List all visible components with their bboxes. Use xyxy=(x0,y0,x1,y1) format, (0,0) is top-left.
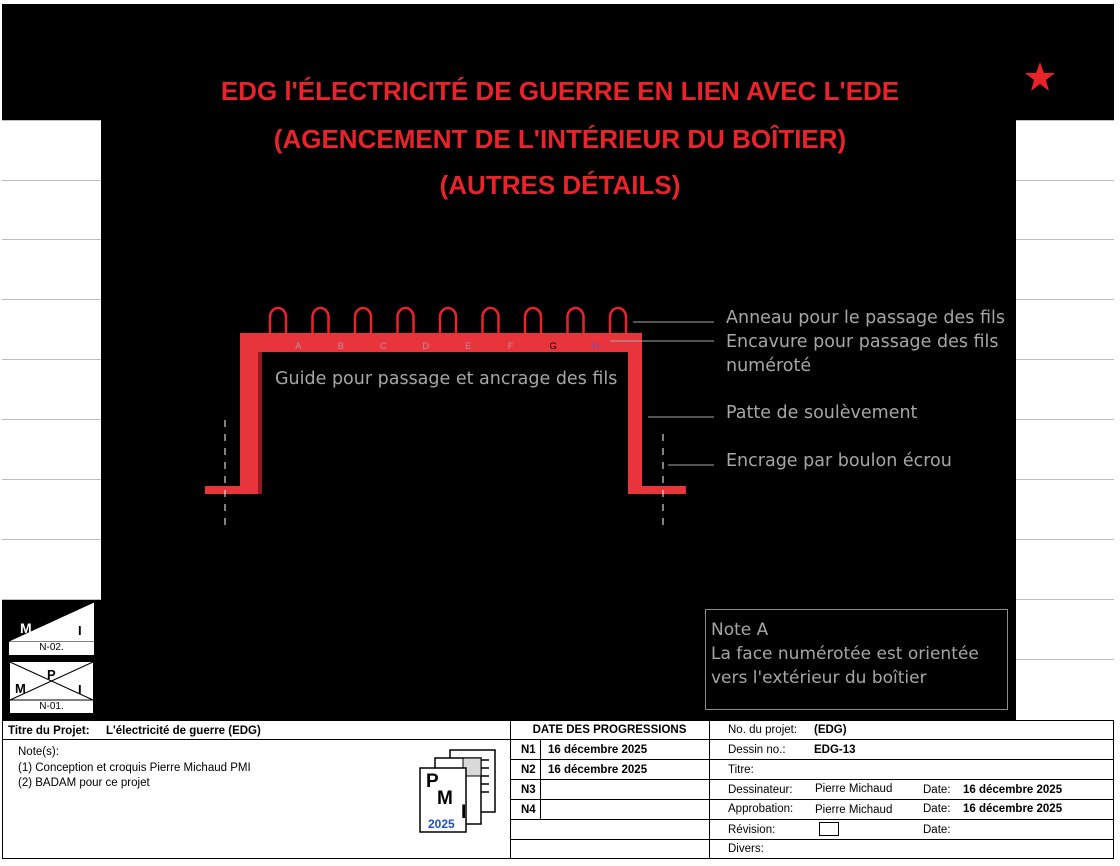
ring-letter-c: C xyxy=(379,341,387,352)
wire-ring xyxy=(610,308,626,333)
drafter-value: Pierre Michaud xyxy=(815,783,893,795)
callout-ring: Anneau pour le passage des fils xyxy=(726,308,1005,328)
wire-ring xyxy=(483,308,499,333)
title-line-3: (AUTRES DÉTAILS) xyxy=(439,170,681,200)
project-no-label: No. du projet: xyxy=(728,724,798,736)
note-2: (2) BADAM pour ce projet xyxy=(18,777,150,789)
note-a-title: Note A xyxy=(711,620,769,640)
pmi-logo-p: P xyxy=(426,771,439,792)
notes-label: Note(s): xyxy=(18,746,59,758)
note-1: (1) Conception et croquis Pierre Michaud PMI xyxy=(18,762,251,774)
ring-letter-e: E xyxy=(465,341,472,352)
approval-date-label: Date: xyxy=(923,803,951,815)
project-title-label: Titre du Projet: xyxy=(8,725,90,737)
ring-letter-f: F xyxy=(507,341,514,352)
titre-label: Titre: xyxy=(728,764,754,776)
badge-n02 xyxy=(8,601,95,656)
ring-letter-d: D xyxy=(422,341,430,352)
wire-ring xyxy=(440,308,456,333)
guide-label: Guide pour passage et ancrage des fils xyxy=(275,369,618,389)
progress-n2-date: 16 décembre 2025 xyxy=(548,764,648,776)
progress-n1-code: N1 xyxy=(521,744,536,756)
callout-anchor: Encrage par boulon écrou xyxy=(726,451,952,471)
progress-header: DATE DES PROGRESSIONS xyxy=(532,724,687,736)
ring-letter-a: A xyxy=(295,341,302,352)
badge-n01-code: N-01. xyxy=(39,701,64,712)
drawing-no-value: EDG-13 xyxy=(814,744,856,756)
pmi-logo-year: 2025 xyxy=(428,817,455,831)
wire-ring xyxy=(270,308,286,333)
wire-ring xyxy=(398,308,414,333)
ring-letter-b: B xyxy=(337,341,344,352)
note-a-line2: vers l'extérieur du boîtier xyxy=(711,668,927,688)
approval-date-value: 16 décembre 2025 xyxy=(963,803,1063,815)
wire-ring xyxy=(313,308,329,333)
progress-n1-date: 16 décembre 2025 xyxy=(548,744,648,756)
project-title-value: L'électricité de guerre (EDG) xyxy=(106,725,261,737)
drawing-no-label: Dessin no.: xyxy=(728,744,786,756)
title-line-1: EDG l'ÉLECTRICITÉ DE GUERRE EN LIEN AVEC L'EDE xyxy=(220,76,900,106)
badge-n01-i: I xyxy=(78,682,82,697)
callout-tab: Patte de soulèvement xyxy=(726,403,918,423)
badge-n02-p: P xyxy=(47,608,56,623)
drafter-label: Dessinateur: xyxy=(728,784,793,796)
bracket-body xyxy=(205,333,686,494)
badge-n02-code: N-02. xyxy=(39,642,64,653)
bracket-shadow xyxy=(205,333,686,494)
divers-label: Divers: xyxy=(728,843,764,855)
approval-value: Pierre Michaud xyxy=(815,804,893,816)
note-a-line1: La face numérotée est orientée xyxy=(711,644,979,664)
project-no-value: (EDG) xyxy=(814,724,847,736)
callout-notch-line2: numéroté xyxy=(726,356,812,376)
drafter-date-value: 16 décembre 2025 xyxy=(963,784,1063,796)
note-a-box xyxy=(705,609,1008,710)
progress-n2-code: N2 xyxy=(521,764,536,776)
ring-letter-h: H xyxy=(592,341,600,352)
callout-notch-line1: Encavure pour passage des fils xyxy=(726,332,999,352)
revision-date-label: Date: xyxy=(923,824,951,836)
pmi-logo-m: M xyxy=(437,788,453,809)
revision-label: Révision: xyxy=(728,824,776,836)
wire-ring xyxy=(525,308,541,333)
wire-ring xyxy=(355,308,371,333)
revision-checkbox[interactable] xyxy=(819,822,839,836)
badge-n01 xyxy=(8,660,95,715)
badge-n02-i: I xyxy=(78,623,82,638)
progress-n4-code: N4 xyxy=(521,804,536,816)
pmi-logo xyxy=(419,748,499,834)
progress-n3-code: N3 xyxy=(521,784,536,796)
wire-ring xyxy=(568,308,584,333)
pmi-logo-i: I xyxy=(461,802,467,823)
badge-n01-p: P xyxy=(47,667,56,682)
ring-letter-g: G xyxy=(549,341,557,352)
approval-label: Approbation: xyxy=(728,803,794,815)
title-line-2: (AGENCEMENT DE L'INTÉRIEUR DU BOÎTIER) xyxy=(273,124,847,154)
drafter-date-label: Date: xyxy=(923,784,951,796)
badge-n02-m: M xyxy=(20,620,32,636)
badge-n01-m: M xyxy=(15,681,26,696)
